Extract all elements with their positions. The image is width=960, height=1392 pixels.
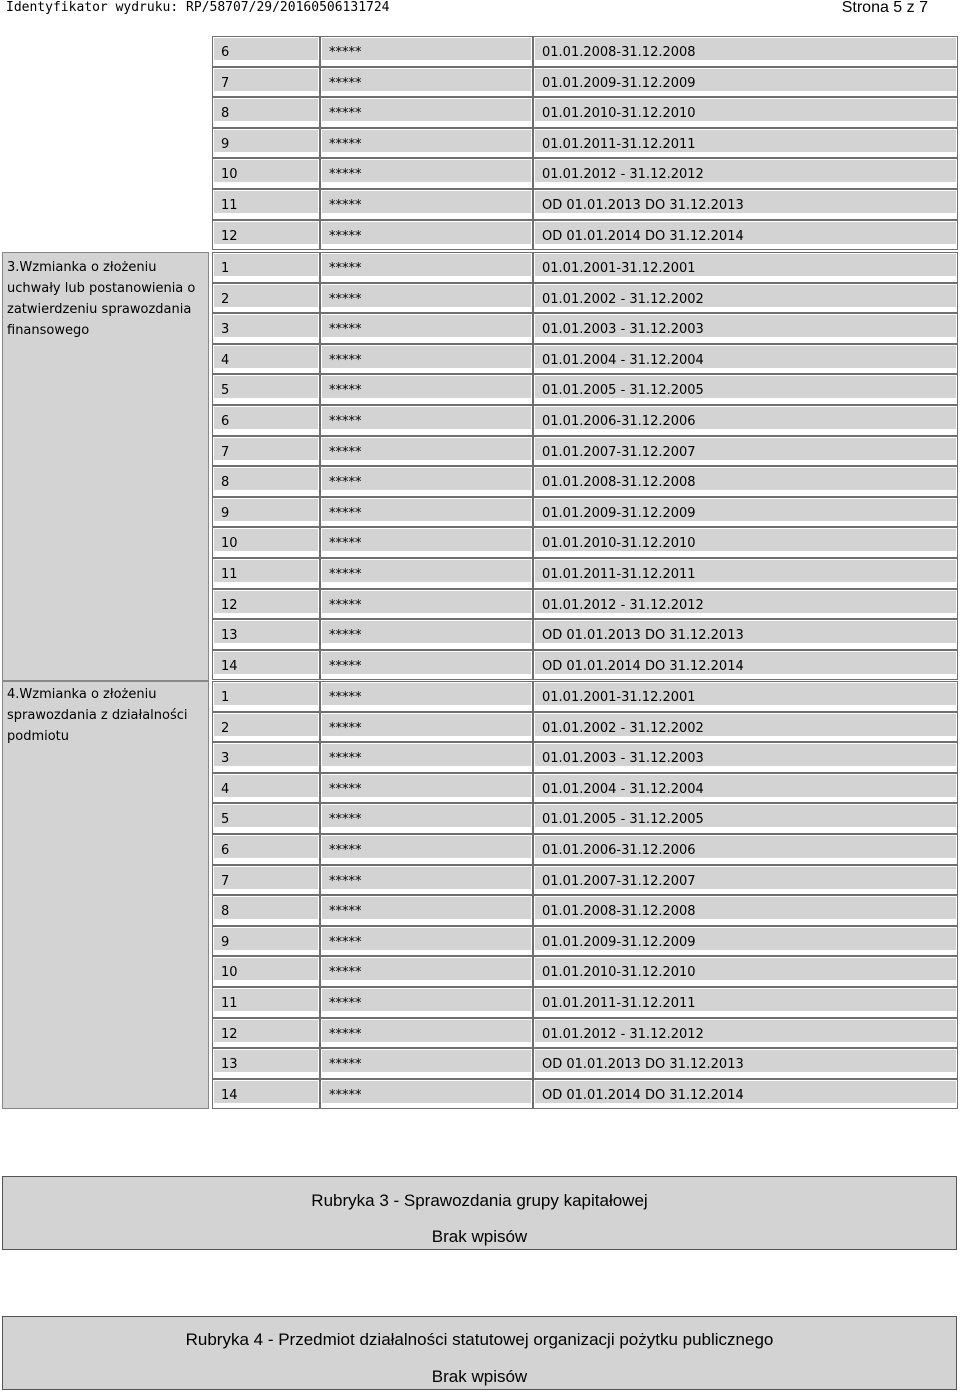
row-period: 01.01.2008-31.12.2008 xyxy=(542,904,696,920)
row-number: 1 xyxy=(221,261,230,276)
row-period-cell xyxy=(533,67,958,98)
row-number: 14 xyxy=(221,658,238,674)
row-number-cell xyxy=(212,558,320,589)
rubryka-4-empty: Brak wpisów xyxy=(431,1367,528,1386)
row-period-cell xyxy=(533,650,958,681)
page-number: Strona 5 z 7 xyxy=(841,0,928,16)
row-period: 01.01.2011-31.12.2011 xyxy=(542,566,696,582)
row-period: 01.01.2009-31.12.2009 xyxy=(542,75,696,91)
row-period: 01.01.2006-31.12.2006 xyxy=(542,413,696,429)
row-number: 8 xyxy=(221,475,230,491)
row-period: 01.01.2008-31.12.2008 xyxy=(542,45,696,60)
table-row xyxy=(212,895,958,926)
row-name: ***** xyxy=(329,812,362,828)
row-name-cell xyxy=(320,956,533,987)
row-number: 13 xyxy=(221,628,238,644)
row-number-cell xyxy=(212,589,320,620)
row-number-cell xyxy=(212,283,320,314)
table-row xyxy=(212,619,958,650)
row-number-cell xyxy=(212,865,320,896)
row-name: ***** xyxy=(329,291,362,307)
row-number-cell xyxy=(212,681,320,712)
row-number-cell xyxy=(212,220,320,251)
section4-label-text: 4.Wzmianka o złożeniu sprawozdania z działalności podmiotu xyxy=(7,687,188,744)
table-row xyxy=(212,97,958,128)
row-number-cell xyxy=(212,158,320,189)
row-number: 9 xyxy=(221,505,230,521)
row-period-cell xyxy=(533,773,958,804)
table-row xyxy=(212,189,958,220)
row-name: ***** xyxy=(329,261,362,276)
row-period-cell xyxy=(533,527,958,558)
row-number-cell xyxy=(212,97,320,128)
table-row xyxy=(212,865,958,896)
row-number-cell xyxy=(212,527,320,558)
row-name: ***** xyxy=(329,352,362,368)
row-name: ***** xyxy=(329,322,362,338)
row-number-cell xyxy=(212,773,320,804)
row-period: OD 01.01.2013 DO 31.12.2013 xyxy=(542,1057,744,1073)
row-name: ***** xyxy=(329,536,362,552)
table-row xyxy=(212,344,958,375)
row-name: ***** xyxy=(329,136,362,152)
row-period-cell xyxy=(533,313,958,344)
row-name: ***** xyxy=(329,720,362,736)
table-row xyxy=(212,926,958,957)
row-name-cell xyxy=(320,926,533,957)
row-period-cell xyxy=(533,344,958,375)
table-row xyxy=(212,773,958,804)
row-name-cell xyxy=(320,128,533,159)
row-name: ***** xyxy=(329,383,362,399)
row-name: ***** xyxy=(329,965,362,981)
row-name: ***** xyxy=(329,167,362,183)
row-name-cell xyxy=(320,1048,533,1079)
row-period: 01.01.2004 - 31.12.2004 xyxy=(542,781,704,797)
row-period: 01.01.2010-31.12.2010 xyxy=(542,106,696,122)
row-name: ***** xyxy=(329,566,362,582)
row-period-cell xyxy=(533,1018,958,1049)
print-identifier: Identyfikator wydruku: RP/58707/29/20160506131724 xyxy=(6,0,390,15)
table-row xyxy=(212,742,958,773)
row-period: 01.01.2001-31.12.2001 xyxy=(542,690,696,705)
row-name-cell xyxy=(320,803,533,834)
row-number: 7 xyxy=(221,75,230,91)
row-number: 12 xyxy=(221,597,238,613)
row-number-cell xyxy=(212,895,320,926)
row-number: 5 xyxy=(221,383,230,399)
table-row xyxy=(212,1079,958,1110)
row-name-cell xyxy=(320,681,533,712)
row-name-cell xyxy=(320,67,533,98)
table-row xyxy=(212,712,958,743)
print-header xyxy=(0,0,960,22)
rubryka-3 xyxy=(2,1176,957,1250)
row-period-cell xyxy=(533,97,958,128)
row-name-cell xyxy=(320,558,533,589)
row-number-cell xyxy=(212,67,320,98)
row-period-cell xyxy=(533,36,958,67)
table-row xyxy=(212,589,958,620)
row-name-cell xyxy=(320,189,533,220)
row-number: 10 xyxy=(221,167,238,183)
row-period-cell xyxy=(533,374,958,405)
row-name: ***** xyxy=(329,1057,362,1073)
row-period: 01.01.2011-31.12.2011 xyxy=(542,136,696,152)
row-period: OD 01.01.2014 DO 31.12.2014 xyxy=(542,228,744,244)
row-name: ***** xyxy=(329,505,362,521)
row-name: ***** xyxy=(329,444,362,460)
row-period-cell xyxy=(533,466,958,497)
row-period: 01.01.2005 - 31.12.2005 xyxy=(542,812,704,828)
row-name: ***** xyxy=(329,934,362,950)
row-number: 6 xyxy=(221,413,230,429)
row-name: ***** xyxy=(329,904,362,920)
table-row xyxy=(212,67,958,98)
row-name-cell xyxy=(320,220,533,251)
row-name: ***** xyxy=(329,842,362,858)
row-period-cell xyxy=(533,681,958,712)
row-period-cell xyxy=(533,803,958,834)
row-period-cell xyxy=(533,956,958,987)
section4-label xyxy=(2,681,209,1109)
table-row xyxy=(212,283,958,314)
row-name: ***** xyxy=(329,995,362,1011)
section3-rows xyxy=(212,252,958,680)
row-period: OD 01.01.2014 DO 31.12.2014 xyxy=(542,1087,744,1103)
table-row xyxy=(212,313,958,344)
row-period: 01.01.2003 - 31.12.2003 xyxy=(542,751,704,767)
row-name: ***** xyxy=(329,1087,362,1103)
row-number: 10 xyxy=(221,965,238,981)
row-name-cell xyxy=(320,895,533,926)
row-name: ***** xyxy=(329,106,362,122)
table-row xyxy=(212,527,958,558)
row-period-cell xyxy=(533,895,958,926)
row-name-cell xyxy=(320,742,533,773)
row-period: 01.01.2008-31.12.2008 xyxy=(542,475,696,491)
row-number-cell xyxy=(212,742,320,773)
row-period: 01.01.2003 - 31.12.2003 xyxy=(542,322,704,338)
row-number: 12 xyxy=(221,228,238,244)
row-name-cell xyxy=(320,1079,533,1110)
row-name-cell xyxy=(320,283,533,314)
table-row xyxy=(212,834,958,865)
row-number: 8 xyxy=(221,904,230,920)
row-number-cell xyxy=(212,803,320,834)
row-name-cell xyxy=(320,97,533,128)
row-period: 01.01.2002 - 31.12.2002 xyxy=(542,291,704,307)
table-row xyxy=(212,466,958,497)
section-top-rows xyxy=(212,36,958,250)
row-number-cell xyxy=(212,252,320,283)
row-name-cell xyxy=(320,1018,533,1049)
table-row xyxy=(212,374,958,405)
row-name: ***** xyxy=(329,751,362,767)
row-name: ***** xyxy=(329,45,362,60)
row-period: 01.01.2006-31.12.2006 xyxy=(542,842,696,858)
row-name-cell xyxy=(320,497,533,528)
row-period-cell xyxy=(533,220,958,251)
row-period: 01.01.2007-31.12.2007 xyxy=(542,444,696,460)
row-period-cell xyxy=(533,158,958,189)
row-number: 12 xyxy=(221,1026,238,1042)
row-period-cell xyxy=(533,589,958,620)
table-row xyxy=(212,252,958,283)
table-row xyxy=(212,1048,958,1079)
row-period-cell xyxy=(533,987,958,1018)
row-name-cell xyxy=(320,987,533,1018)
row-name: ***** xyxy=(329,658,362,674)
row-name: ***** xyxy=(329,597,362,613)
row-period-cell xyxy=(533,128,958,159)
row-name-cell xyxy=(320,712,533,743)
row-name: ***** xyxy=(329,228,362,244)
row-name-cell xyxy=(320,344,533,375)
row-period-cell xyxy=(533,834,958,865)
row-number: 4 xyxy=(221,781,230,797)
row-period: 01.01.2010-31.12.2010 xyxy=(542,536,696,552)
row-number-cell xyxy=(212,650,320,681)
row-period: 01.01.2007-31.12.2007 xyxy=(542,873,696,889)
row-period: 01.01.2009-31.12.2009 xyxy=(542,934,696,950)
row-name-cell xyxy=(320,158,533,189)
row-number-cell xyxy=(212,313,320,344)
row-period: 01.01.2004 - 31.12.2004 xyxy=(542,352,704,368)
row-number-cell xyxy=(212,926,320,957)
row-number: 5 xyxy=(221,812,230,828)
row-period: 01.01.2002 - 31.12.2002 xyxy=(542,720,704,736)
row-number-cell xyxy=(212,956,320,987)
table-row xyxy=(212,128,958,159)
row-number-cell xyxy=(212,374,320,405)
rubryka-4-title: Rubryka 4 - Przedmiot działalności statutowej organizacji pożytku publicznego xyxy=(185,1330,774,1349)
row-name-cell xyxy=(320,374,533,405)
row-name-cell xyxy=(320,36,533,67)
row-period: OD 01.01.2013 DO 31.12.2013 xyxy=(542,628,744,644)
row-number: 4 xyxy=(221,352,230,368)
row-number: 6 xyxy=(221,45,230,60)
row-period-cell xyxy=(533,558,958,589)
row-period-cell xyxy=(533,405,958,436)
row-name: ***** xyxy=(329,781,362,797)
row-period: 01.01.2010-31.12.2010 xyxy=(542,965,696,981)
row-number: 3 xyxy=(221,751,230,767)
row-period-cell xyxy=(533,497,958,528)
row-name: ***** xyxy=(329,197,362,213)
table-row xyxy=(212,220,958,251)
row-number: 8 xyxy=(221,106,230,122)
row-number: 7 xyxy=(221,873,230,889)
table-row xyxy=(212,36,958,67)
row-number: 9 xyxy=(221,136,230,152)
row-name-cell xyxy=(320,313,533,344)
row-period-cell xyxy=(533,712,958,743)
row-number-cell xyxy=(212,189,320,220)
section3-label-text: 3.Wzmianka o złożeniu uchwały lub postanowienia o zatwierdzeniu sprawozdania finansowego xyxy=(7,260,196,338)
row-period-cell xyxy=(533,436,958,467)
row-number-cell xyxy=(212,405,320,436)
rubryka-3-empty: Brak wpisów xyxy=(431,1227,528,1246)
row-number-cell xyxy=(212,1048,320,1079)
row-period-cell xyxy=(533,742,958,773)
row-name-cell xyxy=(320,619,533,650)
row-number: 7 xyxy=(221,444,230,460)
row-name-cell xyxy=(320,834,533,865)
row-number-cell xyxy=(212,1018,320,1049)
row-number-cell xyxy=(212,344,320,375)
row-period-cell xyxy=(533,619,958,650)
row-period: 01.01.2012 - 31.12.2012 xyxy=(542,1026,704,1042)
table-row xyxy=(212,1018,958,1049)
row-number-cell xyxy=(212,36,320,67)
row-name: ***** xyxy=(329,1026,362,1042)
row-name-cell xyxy=(320,773,533,804)
row-number-cell xyxy=(212,619,320,650)
table-row xyxy=(212,558,958,589)
rubryka-3-title: Rubryka 3 - Sprawozdania grupy kapitałowej xyxy=(311,1191,648,1210)
row-name-cell xyxy=(320,466,533,497)
row-period: 01.01.2001-31.12.2001 xyxy=(542,261,696,276)
row-number-cell xyxy=(212,436,320,467)
table-row xyxy=(212,650,958,681)
row-name: ***** xyxy=(329,75,362,91)
row-number: 6 xyxy=(221,842,230,858)
row-number: 1 xyxy=(221,690,230,705)
row-name-cell xyxy=(320,252,533,283)
row-number-cell xyxy=(212,987,320,1018)
row-period-cell xyxy=(533,926,958,957)
row-number: 11 xyxy=(221,566,238,582)
row-number: 14 xyxy=(221,1087,238,1103)
row-name-cell xyxy=(320,436,533,467)
table-row xyxy=(212,803,958,834)
rubryka-4 xyxy=(2,1316,957,1390)
row-number-cell xyxy=(212,466,320,497)
row-name: ***** xyxy=(329,475,362,491)
row-period-cell xyxy=(533,865,958,896)
row-period: 01.01.2011-31.12.2011 xyxy=(542,995,696,1011)
row-name: ***** xyxy=(329,628,362,644)
section3-label xyxy=(2,252,209,681)
row-number-cell xyxy=(212,834,320,865)
row-period-cell xyxy=(533,252,958,283)
row-period: 01.01.2005 - 31.12.2005 xyxy=(542,383,704,399)
row-number: 2 xyxy=(221,720,230,736)
row-name-cell xyxy=(320,650,533,681)
table-row xyxy=(212,681,958,712)
table-row xyxy=(212,497,958,528)
row-number: 9 xyxy=(221,934,230,950)
section4-rows xyxy=(212,681,958,1109)
row-number: 2 xyxy=(221,291,230,307)
table-row xyxy=(212,987,958,1018)
row-number-cell xyxy=(212,497,320,528)
row-number-cell xyxy=(212,1079,320,1110)
row-number: 11 xyxy=(221,995,238,1011)
row-number-cell xyxy=(212,128,320,159)
row-name-cell xyxy=(320,865,533,896)
table-row xyxy=(212,436,958,467)
row-name-cell xyxy=(320,405,533,436)
row-name: ***** xyxy=(329,413,362,429)
row-name-cell xyxy=(320,589,533,620)
row-name-cell xyxy=(320,527,533,558)
row-period-cell xyxy=(533,1048,958,1079)
row-number: 3 xyxy=(221,322,230,338)
row-number: 10 xyxy=(221,536,238,552)
row-period: OD 01.01.2014 DO 31.12.2014 xyxy=(542,658,744,674)
table-row xyxy=(212,158,958,189)
row-number: 13 xyxy=(221,1057,238,1073)
row-period-cell xyxy=(533,283,958,314)
row-period: OD 01.01.2013 DO 31.12.2013 xyxy=(542,197,744,213)
row-period-cell xyxy=(533,189,958,220)
row-number-cell xyxy=(212,712,320,743)
row-name: ***** xyxy=(329,690,362,705)
row-period-cell xyxy=(533,1079,958,1110)
row-period: 01.01.2012 - 31.12.2012 xyxy=(542,167,704,183)
row-number: 11 xyxy=(221,197,238,213)
row-name: ***** xyxy=(329,873,362,889)
row-period: 01.01.2012 - 31.12.2012 xyxy=(542,597,704,613)
row-period: 01.01.2009-31.12.2009 xyxy=(542,505,696,521)
table-row xyxy=(212,405,958,436)
table-row xyxy=(212,956,958,987)
